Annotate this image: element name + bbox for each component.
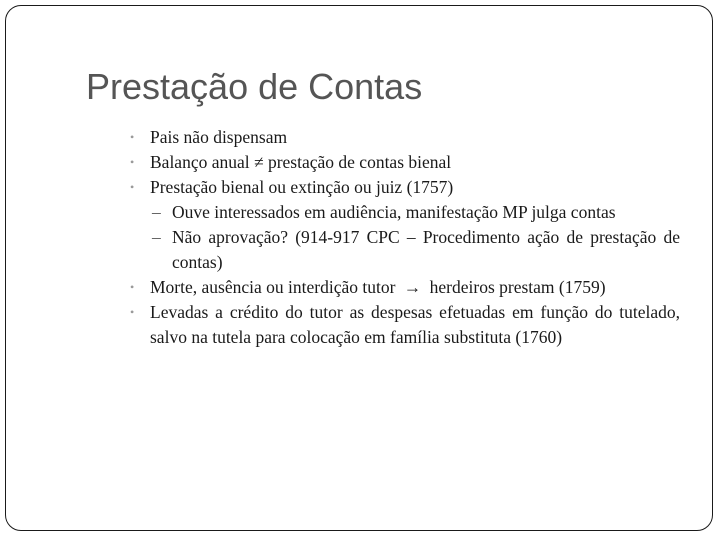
bullet-text: Prestação bienal ou extinção ou juiz (1757) — [150, 177, 454, 197]
slide-frame — [5, 5, 713, 531]
sub-bullet-text: Ouve interessados em audiência, manifestação MP julga contas — [172, 202, 616, 222]
bullet-item — [130, 175, 680, 200]
bullet-text: Balanço anual ≠ prestação de contas bienal — [150, 152, 452, 172]
sub-bullet-item — [130, 200, 680, 225]
dash-icon: – — [152, 202, 161, 222]
sub-bullet-item — [130, 225, 680, 275]
arrow-right-icon: → — [403, 277, 422, 297]
bullet-icon: • — [130, 280, 135, 294]
bullet-item — [130, 125, 680, 150]
bullet-icon: • — [130, 155, 135, 169]
bullet-item — [130, 275, 680, 300]
bullet-text: herdeiros prestam (1759) — [429, 277, 606, 297]
bullet-icon: • — [130, 305, 135, 319]
bullet-item — [130, 300, 680, 350]
bullet-text: Levadas a crédito do tutor as despesas efetuadas em função do tutelado, salvo na tutela para colocação em família substituta (1760) — [150, 302, 680, 347]
dash-icon: – — [152, 227, 161, 247]
bullet-item — [130, 150, 680, 175]
sub-bullet-text: Não aprovação? (914-917 CPC – Procedimento ação de prestação de contas) — [172, 227, 680, 272]
bullet-icon: • — [130, 130, 135, 144]
bullet-text: Morte, ausência ou interdição tutor — [150, 277, 396, 297]
bullet-list — [130, 125, 680, 350]
bullet-text: Pais não dispensam — [150, 127, 288, 147]
slide-title: Prestação de Contas — [86, 66, 423, 107]
bullet-icon: • — [130, 180, 135, 194]
